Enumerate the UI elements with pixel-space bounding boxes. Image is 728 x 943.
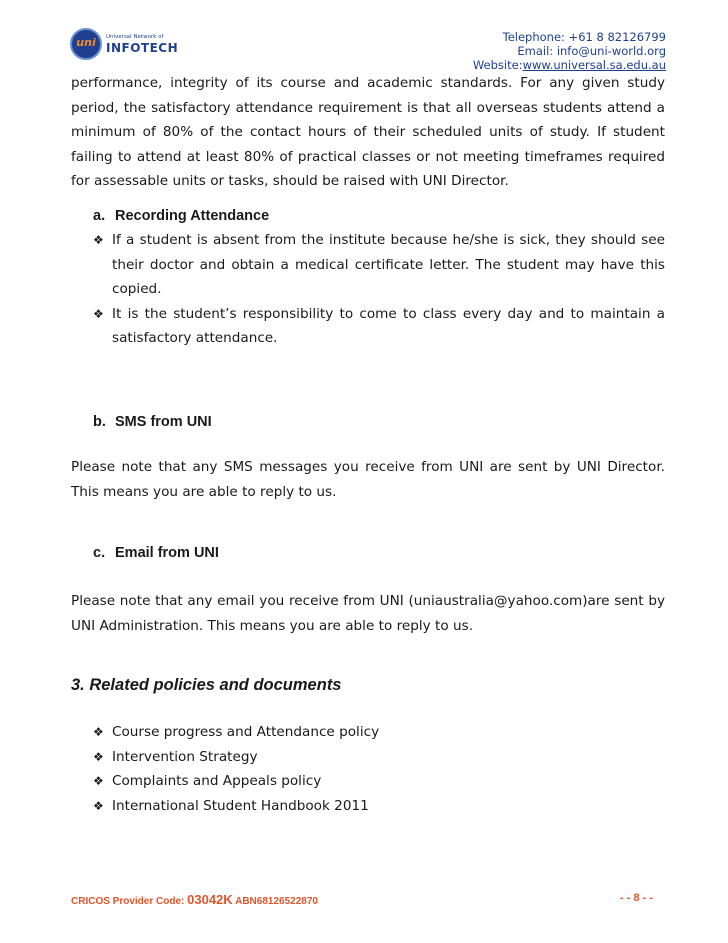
subheading-recording-attendance [93, 208, 269, 224]
subheading-letter: b. [93, 414, 106, 430]
related-documents-list [93, 720, 665, 818]
subheading-title: Email from UNI [115, 545, 219, 561]
website-line [473, 58, 666, 72]
list-item [93, 228, 665, 302]
list-item-text: Complaints and Appeals policy [112, 773, 322, 789]
list-item-text: If a student is absent from the institute because he/she is sick, they should see their doctor and obtain a medical certificate letter. The student may have this copied. [112, 232, 665, 297]
intro-section [71, 71, 665, 194]
contact-block [473, 30, 666, 72]
list-item [93, 745, 665, 770]
diamond-bullet-icon: ❖ [93, 233, 104, 247]
abn-number: ABN68126522870 [232, 896, 318, 907]
sms-section [71, 455, 665, 504]
intro-paragraph: performance, integrity of its course and academic standards. For any given study period, the satisfactory attendance requirement is that all overseas students attend a minimum of 80% of the contact hours of their scheduled units of study. If student failing to attend at least 80% of practical classes or not meeting timeframes required for assessable units or tasks, should be raised with UNI Director. [71, 75, 665, 189]
list-item-text: Course progress and Attendance policy [112, 724, 380, 740]
recording-bullet-list [93, 228, 665, 351]
subheading-letter: c. [93, 545, 106, 561]
subheading-email [93, 545, 219, 561]
website-link[interactable]: www.universal.sa.edu.au [522, 58, 666, 72]
subheading-sms [93, 414, 212, 430]
email-section [71, 589, 665, 638]
footer-provider-info [71, 892, 318, 907]
diamond-bullet-icon: ❖ [93, 306, 104, 321]
diamond-bullet-icon: ❖ [93, 774, 104, 788]
page-number: - - 8 - - [620, 892, 653, 904]
section-title-related-policies: 3. Related policies and documents [71, 676, 342, 694]
diamond-bullet-icon: ❖ [93, 749, 104, 764]
provider-label: CRICOS Provider Code: [71, 896, 188, 907]
list-item-text: It is the student’s responsibility to come to class every day and to maintain a satisfactory attendance. [112, 305, 665, 346]
subheading-title: SMS from UNI [115, 414, 212, 430]
institute-logo [70, 28, 179, 64]
telephone-line: Telephone: +61 8 82126799 [502, 30, 666, 44]
list-item-text: Intervention Strategy [112, 748, 258, 765]
list-item [93, 769, 665, 794]
list-item [93, 794, 665, 819]
email-paragraph: Please note that any email you receive from UNI (uniaustralia@yahoo.com)are sent by UNI Administration. This means you are able to reply to us. [71, 593, 665, 634]
list-item [93, 302, 665, 351]
diamond-bullet-icon: ❖ [93, 798, 104, 813]
logo-subtitle: Universal Network of [106, 34, 164, 40]
diamond-bullet-icon: ❖ [93, 725, 104, 739]
list-item [93, 720, 665, 745]
logo-emblem-text: uni [76, 36, 96, 49]
sms-paragraph: Please note that any SMS messages you receive from UNI are sent by UNI Director. This means you are able to reply to us. [71, 459, 665, 500]
provider-code: 03042K [187, 892, 233, 907]
email-line: Email: info@uni-world.org [517, 44, 666, 58]
logo-wordmark: INFOTECH [106, 41, 179, 55]
subheading-letter: a. [93, 208, 106, 224]
subheading-title: Recording Attendance [115, 208, 270, 224]
list-item-text: International Student Handbook 2011 [112, 797, 369, 814]
website-label: Website: [472, 58, 523, 72]
